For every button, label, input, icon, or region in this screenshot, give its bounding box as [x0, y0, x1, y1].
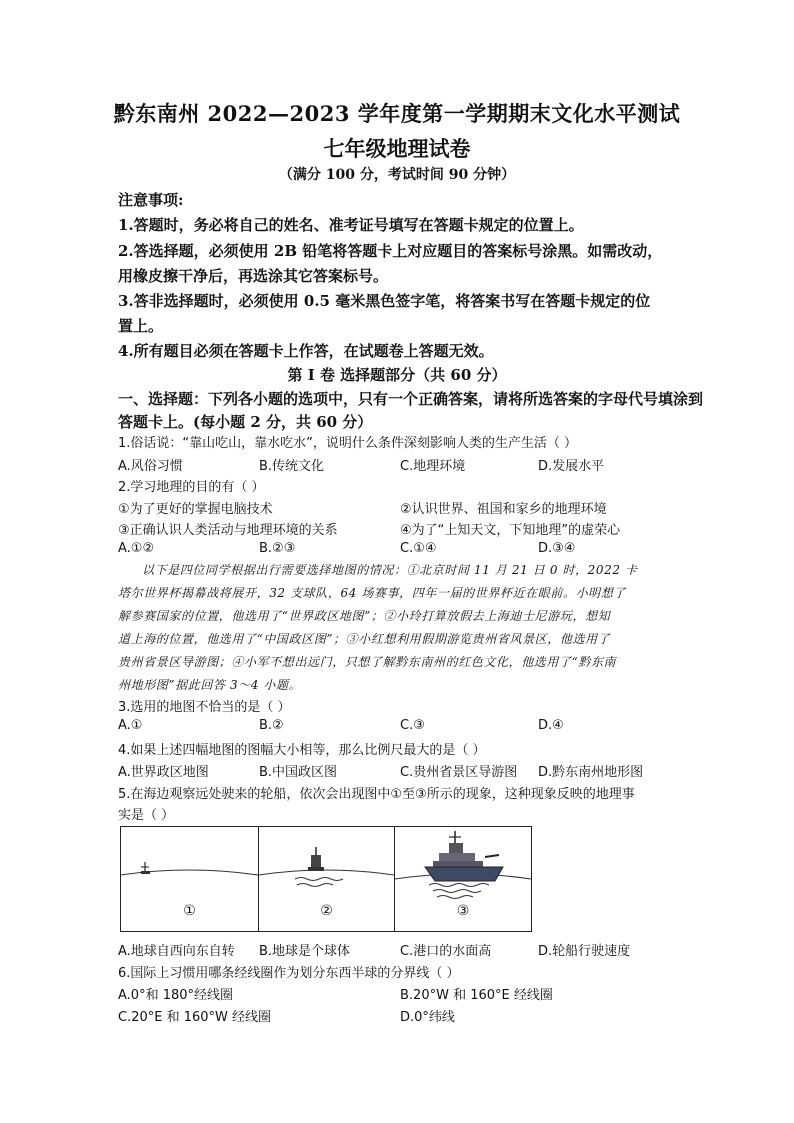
question-4-stem: 4.如果上述四幅地图的图幅大小相等，那么比例尺最大的是（ ）	[118, 743, 486, 758]
q5-option-d: D.轮船行驶速度	[538, 944, 631, 959]
q5-option-b: B.地球是个球体	[259, 944, 351, 959]
q3-option-a: A.①	[118, 718, 143, 733]
figure-label-3: ③	[456, 903, 470, 919]
passage-line: 州地形图”据此回答 3～4 小题。	[118, 678, 302, 692]
q3-option-c: C.③	[400, 718, 425, 733]
q6-option-d: D.0°纬线	[400, 1010, 455, 1025]
q1-option-a: A.风俗习惯	[118, 459, 183, 474]
q4-option-c: C.贵州省景区导游图	[400, 765, 518, 780]
q1-option-c: C.地理环境	[400, 459, 466, 474]
q5-option-a: A.地球自西向东自转	[118, 944, 235, 959]
question-3-stem: 3.选用的地图不恰当的是（ ）	[118, 700, 291, 715]
q3-option-b: B.②	[259, 718, 284, 733]
q4-option-a: A.世界政区地图	[118, 765, 209, 780]
passage-line: 解参赛国家的位置，他选用了“世界政区地图”；②小玲打算放假去上海迪士尼游玩，想知	[118, 609, 611, 623]
exam-title: 黔东南州 2022—2023 学年度第一学期期末文化水平测试	[113, 101, 681, 126]
question-1-stem: 1.俗话说：“靠山吃山，靠水吃水”，说明什么条件深刻影响人类的生产生活（ ）	[118, 436, 578, 451]
figure-label-2: ②	[320, 903, 333, 919]
exam-subtitle: 七年级地理试卷	[323, 136, 471, 161]
q1-option-b: B.传统文化	[259, 459, 325, 474]
question-5-stem: 5.在海边观察远处驶来的轮船，依次会出现图中①至③所示的现象，这种现象反映的地理事	[118, 787, 635, 802]
reading-passage	[118, 559, 678, 697]
q6-option-b: B.20°W 和 160°E 经线圈	[400, 988, 553, 1003]
q2-option-c: C.①④	[400, 541, 437, 556]
passage-line: 塔尔世界杯揭幕战将展开，32 支球队，64 场赛事，四年一届的世界杯近在眼前。小明想了	[118, 586, 626, 600]
passage-line: 贵州省景区导游图；④小军不想出远门，只想了解黔东南州的红色文化，他选用了“黔东南	[118, 655, 617, 669]
notice-line: 4.所有题目必须在答题卡上作答，在试题卷上答题无效。	[118, 342, 494, 360]
q2-item-2: ②认识世界、祖国和家乡的地理环境	[400, 502, 607, 517]
section-instruction: 答题卡上。(每小题 2 分，共 60 分）	[118, 413, 373, 431]
figure-label-1: ①	[183, 903, 196, 919]
passage-line: 道上海的位置，他选用了“中国政区图”；③小红想利用假期游览贵州省风景区，他选用了	[118, 632, 611, 646]
q2-option-d: D.③④	[538, 541, 576, 556]
figure-panel-1	[120, 826, 259, 932]
passage-line: 以下是四位同学根据出行需要选择地图的情况：①北京时间 11 月 21 日 0 时，2022 卡	[142, 563, 638, 577]
notice-line: 置上。	[118, 317, 164, 335]
section-instruction: 一、选择题：下列各小题的选项中，只有一个正确答案，请将所选答案的字母代号填涂到	[118, 390, 704, 408]
notice-line: 1.答题时，务必将自己的姓名、准考证号填写在答题卡规定的位置上。	[118, 216, 584, 234]
notice-line: 3.答非选择题时，必须使用 0.5 毫米黑色签字笔，将答案书写在答题卡规定的位	[118, 292, 651, 310]
figure-panel-3	[394, 826, 532, 932]
q4-option-b: B.中国政区图	[259, 765, 338, 780]
question-6-stem: 6.国际上习惯用哪条经线圈作为划分东西半球的分界线（ ）	[118, 966, 460, 981]
q4-option-d: D.黔东南州地形图	[538, 765, 644, 780]
q2-item-1: ①为了更好的掌握电脑技术	[118, 502, 273, 517]
q2-item-4: ④为了“上知天文，下知地理”的虚荣心	[400, 523, 621, 538]
exam-note: （满分 100 分，考试时间 90 分钟）	[278, 167, 516, 183]
notice-heading: 注意事项:	[118, 191, 184, 209]
q6-option-a: A.0°和 180°经线圈	[118, 988, 234, 1003]
question-5-stem-cont: 实是（ ）	[118, 808, 175, 823]
q6-option-c: C.20°E 和 160°W 经线圈	[118, 1010, 272, 1025]
q2-option-a: A.①②	[118, 541, 155, 556]
section-title: 第 I 卷 选择题部分（共 60 分）	[287, 366, 507, 384]
q2-item-3: ③正确认识人类活动与地理环境的关系	[118, 523, 338, 538]
q5-option-c: C.港口的水面高	[400, 944, 492, 959]
q3-option-d: D.④	[538, 718, 564, 733]
q2-option-b: B.②③	[259, 541, 296, 556]
figure-panel-2	[258, 826, 395, 932]
notice-line: 用橡皮擦干净后，再选涂其它答案标号。	[118, 267, 389, 285]
question-2-stem: 2.学习地理的目的有（ ）	[118, 480, 265, 495]
q1-option-d: D.发展水平	[538, 459, 605, 474]
notice-line: 2.答选择题，必须使用 2B 铅笔将答题卡上对应题目的答案标号涂黑。如需改动，	[118, 242, 663, 260]
